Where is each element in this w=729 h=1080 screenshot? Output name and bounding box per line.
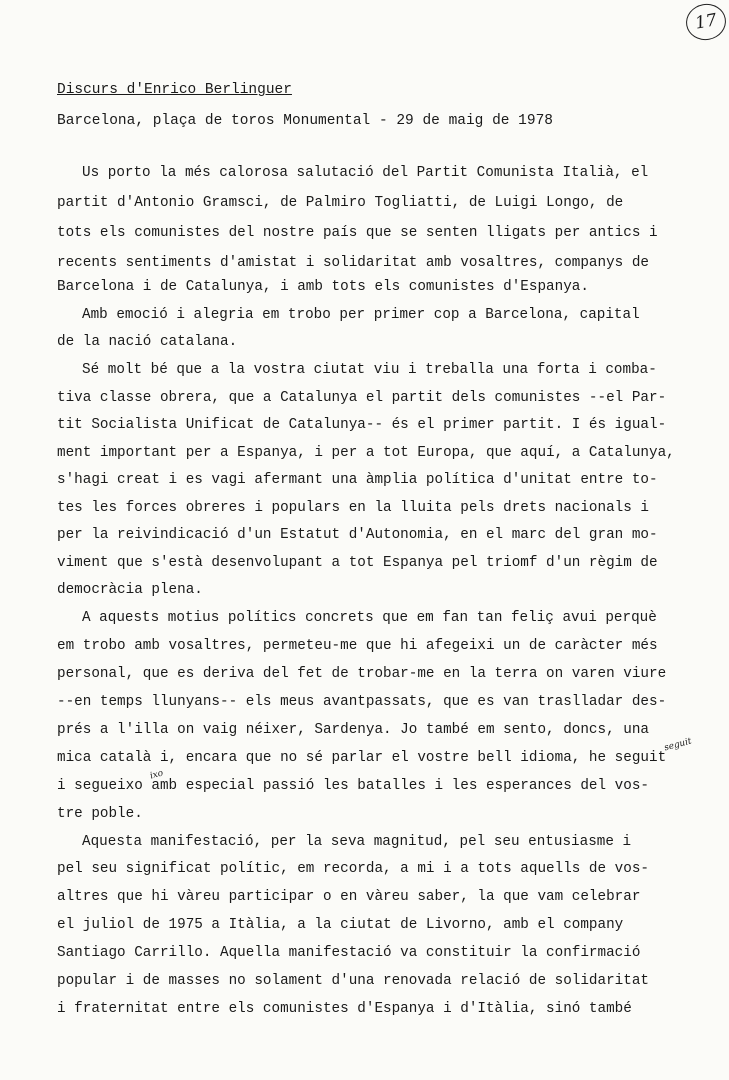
document-subtitle: Barcelona, plaça de toros Monumental - 29 de maig de 1978 xyxy=(57,113,553,129)
text-line: Us porto la més calorosa salutació del Partit Comunista Italià, el xyxy=(82,165,649,181)
text-line: viment que s'està desenvolupant a tot Espanya pel triomf d'un règim de xyxy=(57,555,658,571)
text-line: altres que hi vàreu participar o en vàreu saber, la que vam celebrar xyxy=(57,889,641,905)
text-line: i segueixo amb especial passió les batalles i les esperances del vos- xyxy=(57,778,649,794)
text-line: A aquests motius polítics concrets que em fan tan feliç avui perquè xyxy=(82,610,657,626)
text-line: democràcia plena. xyxy=(57,582,203,598)
text-line: de la nació catalana. xyxy=(57,334,238,350)
text-line: partit d'Antonio Gramsci, de Palmiro Togliatti, de Luigi Longo, de xyxy=(57,195,624,211)
text-line: el juliol de 1975 a Itàlia, a la ciutat de Livorno, amb el company xyxy=(57,917,624,933)
text-line: Amb emoció i alegria em trobo per primer cop a Barcelona, capital xyxy=(82,307,640,323)
text-line: tots els comunistes del nostre país que se senten lligats per antics i xyxy=(57,225,658,241)
text-line: per la reivindicació d'un Estatut d'Autonomia, en el marc del gran mo- xyxy=(57,527,658,543)
text-line: em trobo amb vosaltres, permeteu-me que hi afegeixi un de caràcter més xyxy=(57,638,658,654)
text-line: personal, que es deriva del fet de trobar-me en la terra on varen viure xyxy=(57,666,667,682)
text-line: ment important per a Espanya, i per a tot Europa, que aquí, a Catalunya, xyxy=(57,445,675,461)
text-line: Aquesta manifestació, per la seva magnitud, pel seu entusiasme i xyxy=(82,834,632,850)
text-line: i fraternitat entre els comunistes d'Espanya i d'Itàlia, sinó també xyxy=(57,1001,632,1017)
text-line: --en temps llunyans-- els meus avantpassats, que es van traslladar des- xyxy=(57,694,667,710)
text-line: Sé molt bé que a la vostra ciutat viu i treballa una forta i comba- xyxy=(82,362,657,378)
text-line: prés a l'illa on vaig néixer, Sardenya. Jo també em sento, doncs, una xyxy=(57,722,649,738)
text-line: tre poble. xyxy=(57,806,143,822)
text-line: tit Socialista Unificat de Catalunya-- és el primer partit. I és igual- xyxy=(57,417,667,433)
text-line: Santiago Carrillo. Aquella manifestació va constituir la confirmació xyxy=(57,945,641,961)
handwritten-annotation: ixo xyxy=(148,768,165,782)
text-line: mica català i, encara que no sé parlar el vostre bell idioma, he seguit xyxy=(57,750,667,766)
text-line: pel seu significat polític, em recorda, a mi i a tots aquells de vos- xyxy=(57,861,649,877)
text-line: Barcelona i de Catalunya, i amb tots els comunistes d'Espanya. xyxy=(57,279,589,295)
text-line: recents sentiments d'amistat i solidaritat amb vosaltres, companys de xyxy=(57,255,649,271)
text-line: tiva classe obrera, que a Catalunya el partit dels comunistes --el Par- xyxy=(57,390,667,406)
page-number-stamp: 17 xyxy=(683,1,729,43)
text-line: tes les forces obreres i populars en la lluita pels drets nacionals i xyxy=(57,500,649,516)
text-line: s'hagi creat i es vagi afermant una àmplia política d'unitat entre to- xyxy=(57,472,658,488)
document-title: Discurs d'Enrico Berlinguer xyxy=(57,82,292,98)
handwritten-annotation: seguit xyxy=(663,736,693,754)
text-line: popular i de masses no solament d'una renovada relació de solidaritat xyxy=(57,973,649,989)
